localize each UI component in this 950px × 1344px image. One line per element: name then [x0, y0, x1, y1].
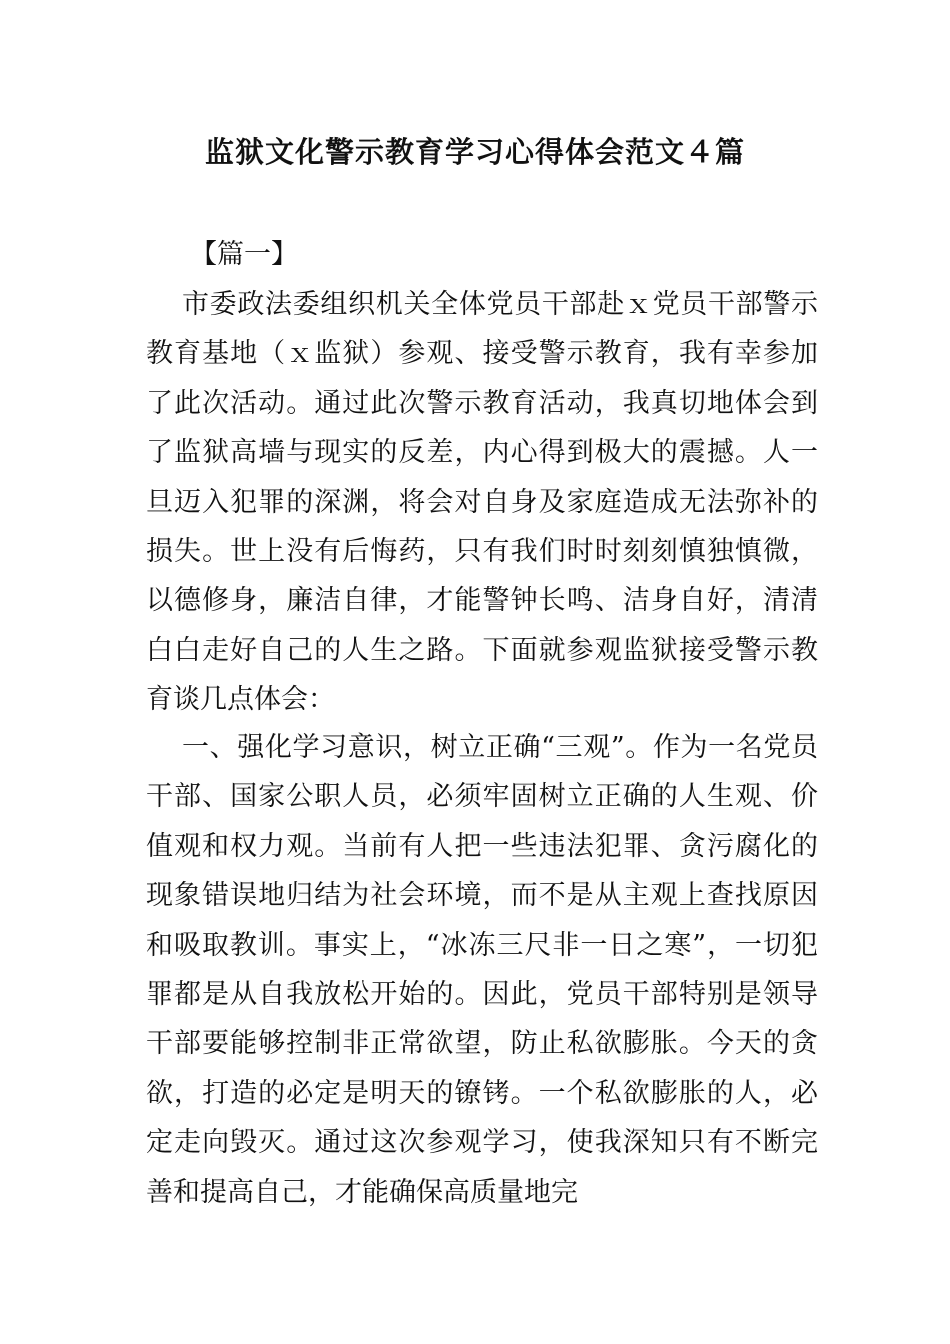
paragraph-1: 市委政法委组织机关全体党员干部赴ｘ党员干部警示教育基地（ｘ监狱）参观、接受警示教育，我有幸参加了此次活动。通过此次警示教育活动，我真切地体会到了监狱高墙与现实的反差，内心得到极大的震撼。人一旦迈入犯罪的深渊，将会对自身及家庭造成无法弥补的损失。世上没有后悔药，只有我们时时刻刻慎独慎微，以德修身，廉洁自律，才能警钟长鸣、洁身自好，清清白白走好自己的人生之路。下面就参观监狱接受警示教育谈几点体会：: [146, 289, 818, 716]
document-title: 监狱文化警示教育学习心得体会范文４篇: [204, 135, 745, 169]
section-label: 【篇一】: [190, 239, 298, 270]
paragraph-2: 一、强化学习意识，树立正确“三观”。作为一名党员干部、国家公职人员，必须牢固树立正确的人生观、价值观和权力观。当前有人把一些违法犯罪、贪污腐化的现象错误地归结为社会环境，而不是从主观上查找原因和吸取教训。事实上，“冰冻三尺非一日之寒”，一切犯罪都是从自我放松开始的。因此，党员干部特别是领导干部要能够控制非正常欲望，防止私欲膨胀。今天的贪欲，打造的必定是明天的镣铐。一个私欲膨胀的人，必定走向毁灭。通过这次参观学习，使我深知只有不断完善和提高自己，才能确保高质量地完: [146, 732, 818, 1208]
